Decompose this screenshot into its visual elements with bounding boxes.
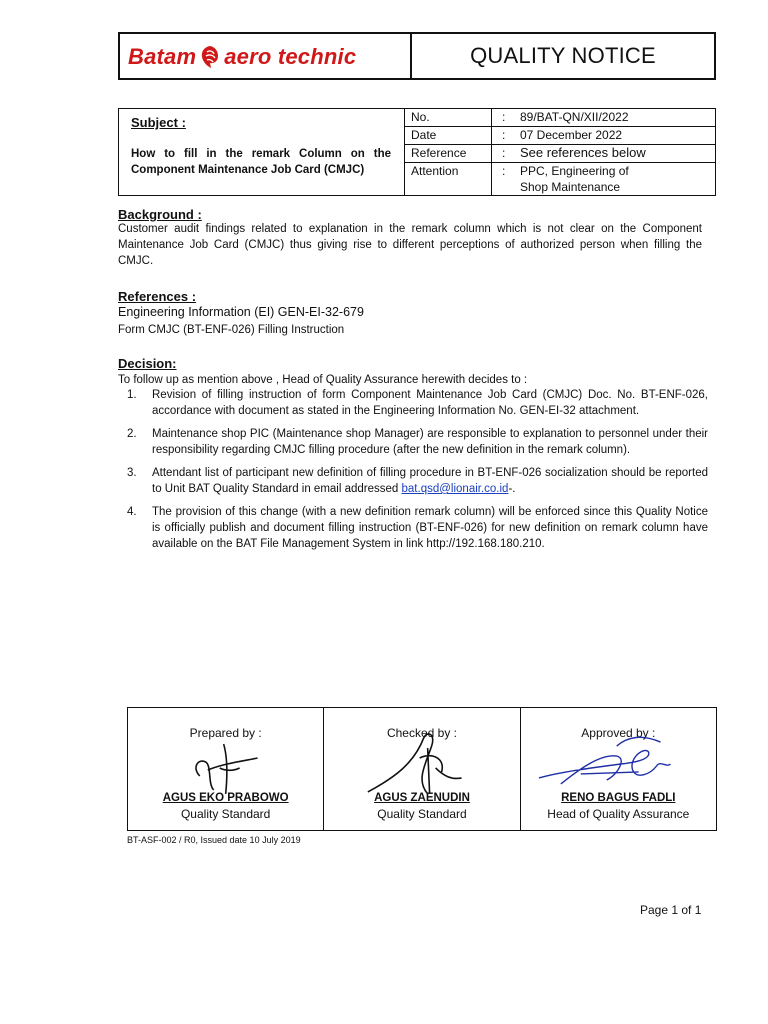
info-row-attention (405, 163, 715, 196)
signature-role: Prepared by : (189, 726, 262, 740)
info-row-reference (405, 145, 715, 163)
info-value: PPC, Engineering of Shop Maintenance (520, 164, 629, 194)
signature-box (127, 707, 717, 831)
subject-info-box (118, 108, 716, 196)
decision-number: 3. (127, 467, 137, 479)
logo-text-right: aero technic (224, 44, 357, 69)
reference-item: Engineering Information (EI) GEN-EI-32-679 (118, 305, 364, 319)
notice-info-table (405, 109, 715, 195)
company-logo (128, 42, 404, 72)
signature-mark (324, 728, 519, 798)
background-text: Customer audit findings related to explanation in the remark column which is not clear on the Component Maintenance Job Card (CMJC) thus giving rise to different perceptions of authorized person when filling the CMJC. (118, 223, 702, 267)
signatory-department: Quality Standard (180, 807, 271, 821)
decision-item (118, 504, 708, 552)
signature-approved (521, 708, 716, 830)
info-key: No. (405, 109, 492, 127)
signature-prepared (128, 708, 324, 830)
info-key: Attention (405, 163, 492, 196)
subject-panel (119, 109, 405, 195)
info-key: Date (405, 127, 492, 145)
signatory-name: AGUS ZAENUDIN (374, 792, 470, 804)
info-row-number (405, 109, 715, 127)
decision-heading: Decision: (118, 356, 177, 371)
info-value: See references below (516, 145, 715, 163)
decision-number: 4. (127, 506, 137, 518)
document-title: QUALITY NOTICE (470, 43, 656, 68)
decision-number: 1. (127, 389, 137, 401)
decision-text: Maintenance shop PIC (Maintenance shop Manager) are responsible to explanation to personnel under their responsibility regarding CMJC filling procedure (after the new definition in the remark column). (152, 428, 708, 456)
signatory-department: Head of Quality Assurance (547, 807, 690, 821)
email-link[interactable]: bat.qsd@lionair.co.id (401, 483, 509, 495)
decision-item (118, 465, 708, 497)
signature-mark (521, 728, 716, 798)
decision-item (118, 426, 708, 458)
decision-text-part: -. (508, 483, 516, 495)
signatory-name: RENO BAGUS FADLI (561, 792, 676, 804)
decision-text: The provision of this change (with a new definition remark column) will be enforced since this Quality Notice is officially publish and document filling instruction (BT-ENF-026) for new definition on remark column have available on the BAT File Management System in link http://192.168.180.210. (152, 506, 708, 550)
decision-text (152, 465, 708, 497)
reference-item: Form CMJC (BT-ENF-026) Filling Instruction (118, 324, 345, 336)
page-number: Page 1 of 1 (640, 903, 702, 917)
signature-role: Approved by : (581, 726, 656, 740)
subject-text: How to fill in the remark Column on the Component Maintenance Job Card (CMJC) (131, 148, 391, 176)
subject-label: Subject : (131, 115, 186, 130)
info-value: 07 December 2022 (516, 127, 715, 145)
form-code: BT-ASF-002 / R0, Issued date 10 July 2019 (127, 835, 301, 845)
document-header (118, 32, 716, 80)
info-separator: : (492, 109, 517, 127)
logo-text-left: Batam (128, 44, 197, 69)
info-separator: : (492, 145, 517, 163)
signature-checked (324, 708, 520, 830)
signatory-department: Quality Standard (377, 807, 467, 821)
info-separator: : (502, 164, 506, 178)
references-heading: References : (118, 289, 197, 304)
decision-text: Revision of filling instruction of form Component Maintenance Job Card (CMJC) Doc. No. BT-ENF-026, accordance with document as stated in the Engineering Information No. GEN-EI-32 attachment. (152, 389, 708, 417)
background-heading: Background : (118, 207, 202, 222)
signature-mark (128, 728, 323, 798)
info-key: Reference (405, 145, 492, 163)
decision-number: 2. (127, 428, 137, 440)
decision-text-part: Attendant list of participant new definition of filling procedure in BT-ENF-026 socialization should be reported to Unit BAT Quality Standard in email addressed (152, 467, 708, 495)
info-value: 89/BAT-QN/XII/2022 (516, 109, 715, 127)
info-row-date (405, 127, 715, 145)
decision-item (118, 387, 708, 419)
decision-list (118, 387, 708, 559)
signature-role: Checked by : (386, 726, 458, 740)
lion-logo-icon (198, 44, 222, 70)
info-separator: : (492, 127, 517, 145)
signatory-name: AGUS EKO PRABOWO (162, 792, 289, 804)
decision-intro: To follow up as mention above , Head of Quality Assurance herewith decides to : (118, 374, 528, 386)
